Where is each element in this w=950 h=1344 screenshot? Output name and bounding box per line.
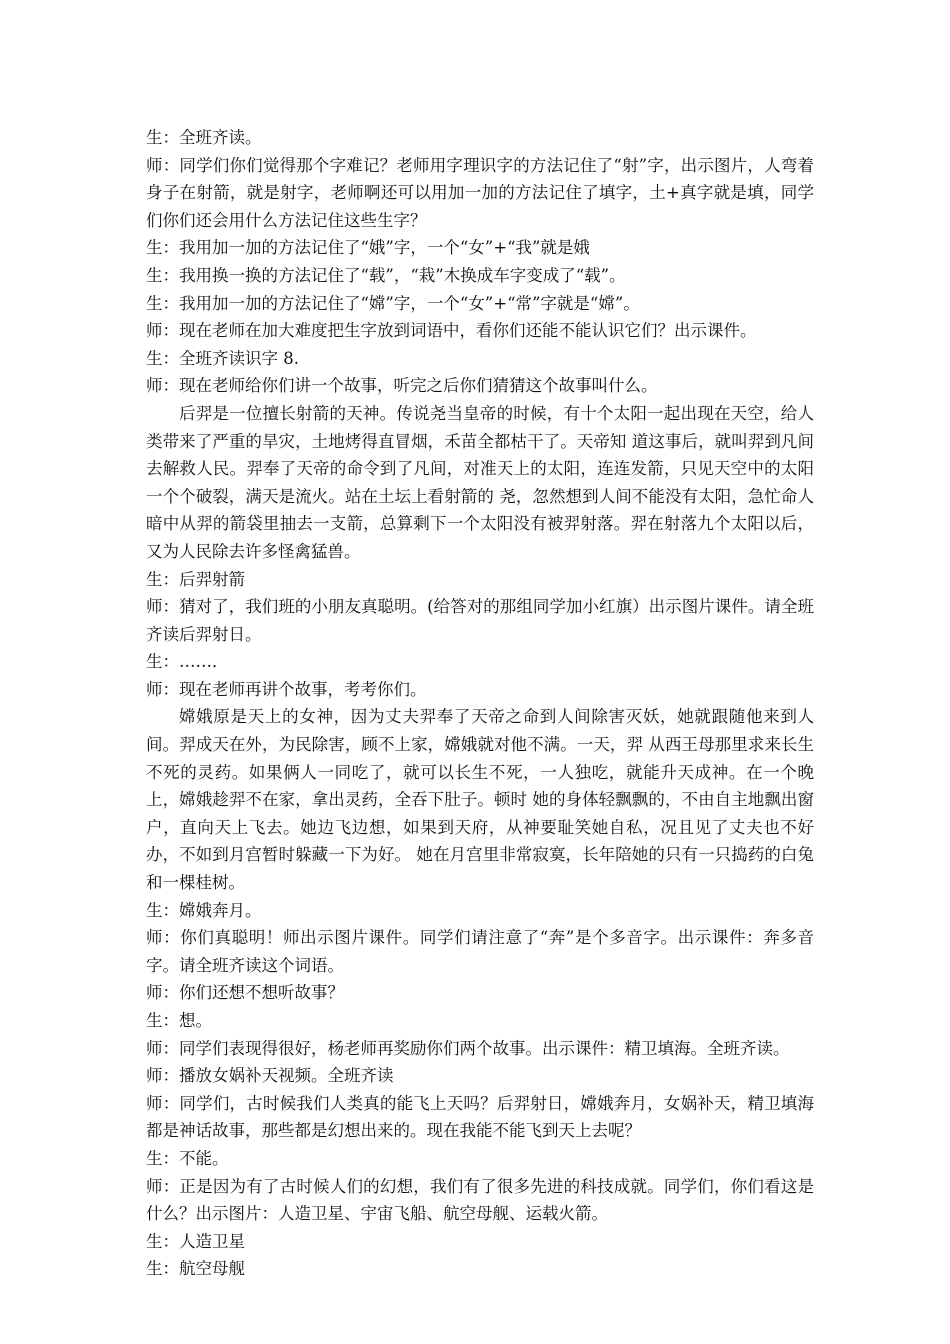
paragraph: 师：现在老师再讲个故事，考考你们。 [146, 679, 427, 699]
paragraph: 生：人造卫星 [146, 1231, 245, 1251]
paragraph: 师：你们还想不想听故事？ [146, 983, 344, 1003]
document-body [146, 124, 814, 1283]
paragraph: 生：想。 [146, 1011, 212, 1030]
paragraph: 生：嫦娥奔月。 [146, 900, 262, 920]
paragraph: 师：猜对了，我们班的小朋友真聪明。(给答对的那组同学加小红旗）出示图片课件。请全班齐读后羿射日。 [146, 597, 814, 644]
paragraph: 师：播放女娲补天视频。全班齐读 [146, 1066, 394, 1086]
paragraph: 生：航空母舰 [146, 1259, 245, 1279]
story-paragraph-change: 嫦娥原是天上的女神，因为丈夫羿奉了天帝之命到人间除害灭妖，她就跟随他来到人间。羿成天在外，为民除害，顾不上家，嫦娥就对他不满。一天，羿 从西王母那里求来长生不死的灵药。如果俩人一同吃了，就可以长生不死，一人独吃，就能升天成神。在一个晚上，嫦娥趁羿不在家，拿出灵药，全吞下肚子。顿时 她的身体轻飘飘的，不由自主地飘出窗户，直向天上飞去。她边飞边想，如果到天府，从神要耻笑她自私，况且见了丈夫也不好办，不如到月宫暂时躲藏一下为好。 她在月宫里非常寂寞，长年陪她的只有一只捣药的白兔和一棵桂树。 [146, 707, 814, 893]
paragraph: 师：同学们表现得很好，杨老师再奖励你们两个故事。出示课件：精卫填海。全班齐读。 [146, 1038, 790, 1058]
paragraph: 师：同学们你们觉得那个字难记？老师用字理识字的方法记住了“射”字，出示图片，人弯着身子在射箭，就是射字，老师啊还可以用加一加的方法记住了填字，土+真字就是填，同学们你们还会用什么方法记住这些生字？ [146, 155, 814, 230]
paragraph: 生：我用加一加的方法记住了“娥”字，一个“女”+“我”就是娥 [146, 238, 590, 258]
paragraph: 生：不能。 [146, 1148, 229, 1168]
paragraph: 师：同学们，古时候我们人类真的能飞上天吗？后羿射日，嫦娥奔月，女娲补天，精卫填海都是神话故事，那些都是幻想出来的。现在我能不能飞到天上去呢？ [146, 1093, 814, 1141]
paragraph: 生：全班齐读。 [146, 128, 262, 147]
paragraph: 师：现在老师给你们讲一个故事，听完之后你们猜猜这个故事叫什么。 [146, 376, 658, 396]
paragraph: 生：我用加一加的方法记住了“嫦”字，一个“女”+“常”字就是“嫦”。 [146, 293, 640, 313]
paragraph: 师：你们真聪明！师出示图片课件。同学们请注意了“奔”是个多音字。出示课件：奔多音字。请全班齐读这个词语。 [146, 928, 814, 975]
paragraph: 生：……． [146, 652, 229, 672]
story-paragraph-houyi: 后羿是一位擅长射箭的天神。传说尧当皇帝的时候，有十个太阳一起出现在天空，给人类带来了严重的旱灾，土地烤得直冒烟，禾苗全都枯干了。天帝知 道这事后，就叫羿到凡间去解救人民。羿奉了天帝的命令到了凡间，对准天上的太阳，连连发箭，只见天空中的太阳一个个破裂，满天是流火。站在土坛上看射箭的 尧，忽然想到人间不能没有太阳，急忙命人暗中从羿的箭袋里抽去一支箭，总算剩下一个太阳没有被羿射落。羿在射落九个太阳以后，又为人民除去许多怪禽猛兽。 [146, 403, 814, 561]
paragraph: 生：后羿射箭 [146, 569, 245, 589]
paragraph: 生：我用换一换的方法记住了“载”，“栽”木换成车字变成了“载”。 [146, 265, 626, 285]
paragraph: 师：正是因为有了古时候人们的幻想，我们有了很多先进的科技成就。同学们，你们看这是什么？出示图片：人造卫星、宇宙飞船、航空母舰、运载火箭。 [146, 1176, 814, 1224]
paragraph: 师：现在老师在加大难度把生字放到词语中，看你们还能不能认识它们？出示课件。 [146, 321, 757, 341]
paragraph: 生：全班齐读识字 8. [146, 348, 299, 368]
